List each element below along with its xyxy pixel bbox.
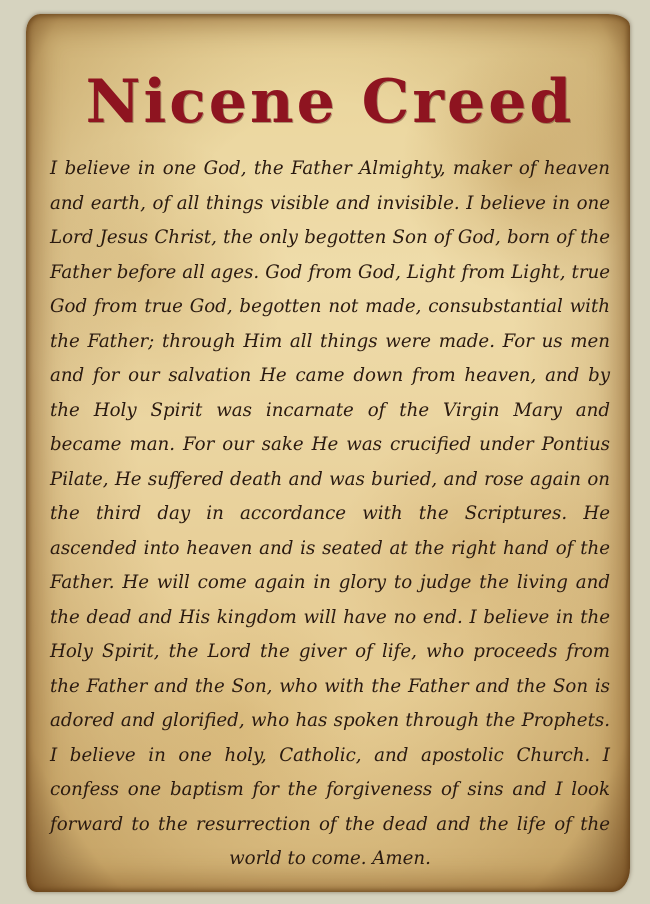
page-title: Nicene Creed	[85, 67, 575, 137]
parchment-page	[26, 14, 630, 892]
creed-text: I believe in one God, the Father Almighty, maker of heaven and earth, of all things visible and invisible. I believe in one Lord Jesus Christ, the only begotten Son of God, born of the Father before all ages. God from God, Light from Light, true God from true God, begotten not made, consubstantial with the Father; through Him all things were made. For us men and for our salvation He came down from heaven, and by the Holy Spirit was incarnate of the Virgin Mary and became man. For our sake He was crucified under Pontius Pilate, He suffered death and was buried, and rose again on the third day in accordance with the Scriptures. He ascended into heaven and is seated at the right hand of the Father. He will come again in glory to judge the living and the dead and His kingdom will have no end. I believe in the Holy Spirit, the Lord the giver of life, who proceeds from the Father and the Son, who with the Father and the Son is adored and glorified, who has spoken through the Prophets. I believe in one holy, Catholic, and apostolic Church. I confess one baptism for the forgiveness of sins and I look forward to the resurrection of the dead and the life of the world to come. Amen.	[50, 158, 610, 869]
creed-content	[50, 54, 610, 877]
